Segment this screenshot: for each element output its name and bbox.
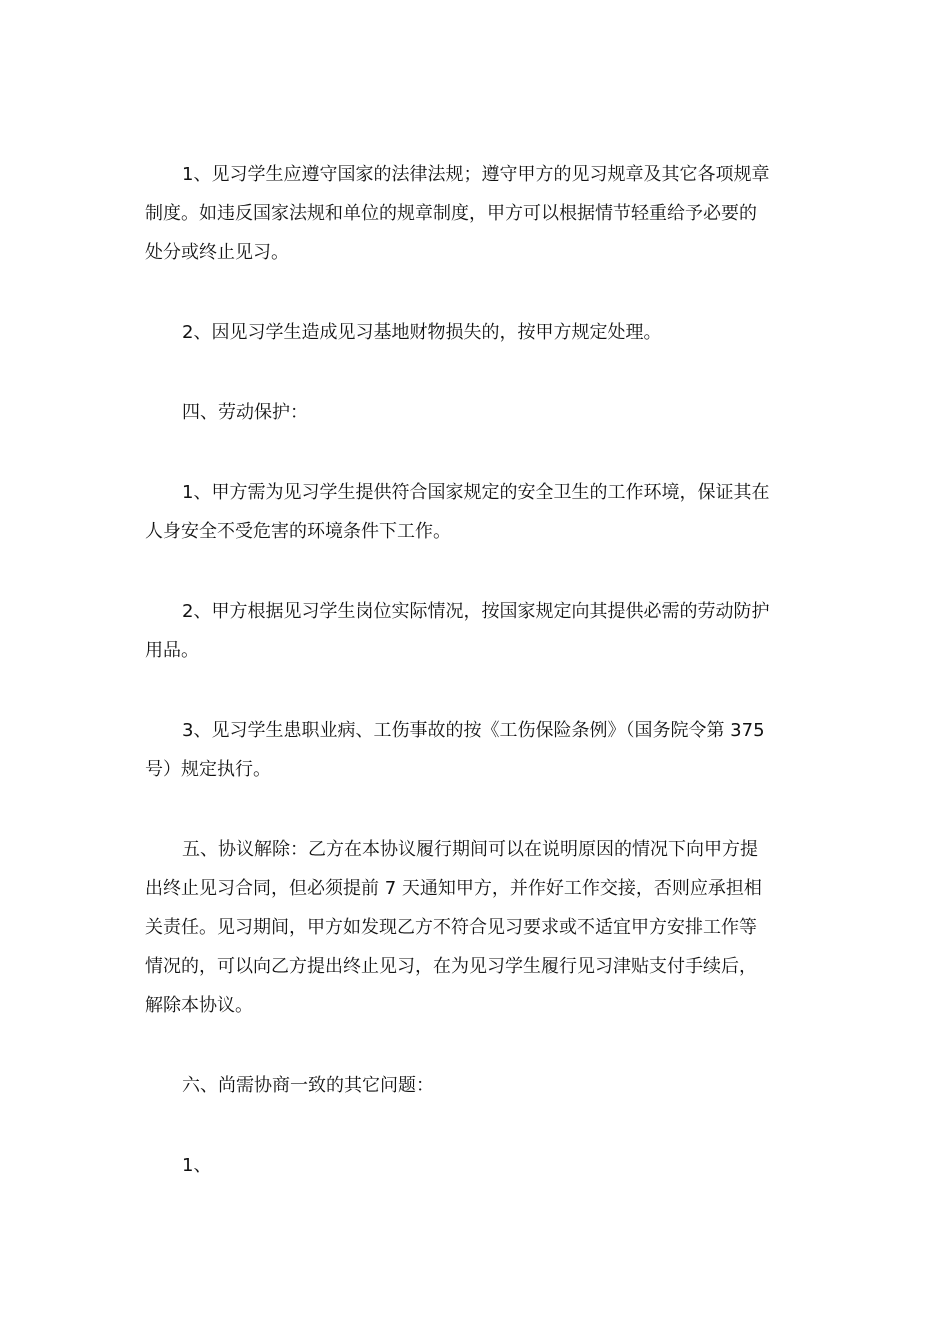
text-line: 关责任。见习期间，甲方如发现乙方不符合见习要求或不适宜甲方安排工作等 xyxy=(145,917,757,938)
text-line: 人身安全不受危害的环境条件下工作。 xyxy=(145,521,451,542)
text-line: 处分或终止见习。 xyxy=(145,242,289,263)
text-line: 情况的，可以向乙方提出终止见习，在为见习学生履行见习津贴支付手续后， xyxy=(145,956,757,977)
text-line: 3、见习学生患职业病、工伤事故的按《工伤保险条例》（国务院令第 375 xyxy=(182,720,765,741)
text-line: 用品。 xyxy=(145,640,199,661)
document-body xyxy=(145,155,810,1226)
section-heading-labor-protection xyxy=(145,393,810,432)
paragraph-1 xyxy=(145,155,810,272)
paragraph-item-1 xyxy=(145,1146,810,1185)
text-line: 1、 xyxy=(182,1155,212,1176)
text-line: 解除本协议。 xyxy=(145,995,253,1016)
paragraph-2 xyxy=(145,313,810,352)
text-line: 制度。如违反国家法规和单位的规章制度，甲方可以根据情节轻重给予必要的 xyxy=(145,203,757,224)
paragraph-5 xyxy=(145,592,810,670)
section-heading-other-issues xyxy=(145,1066,810,1105)
paragraph-4 xyxy=(145,473,810,551)
text-line: 六、尚需协商一致的其它问题： xyxy=(182,1075,434,1096)
text-line: 2、甲方根据见习学生岗位实际情况，按国家规定向其提供必需的劳动防护 xyxy=(182,601,770,622)
text-line: 1、见习学生应遵守国家的法律法规；遵守甲方的见习规章及其它各项规章 xyxy=(182,164,770,185)
text-line: 四、劳动保护： xyxy=(182,402,308,423)
text-line: 号）规定执行。 xyxy=(145,759,271,780)
text-line: 出终止见习合同，但必须提前 7 天通知甲方，并作好工作交接，否则应承担相 xyxy=(145,878,762,899)
text-line: 2、因见习学生造成见习基地财物损失的，按甲方规定处理。 xyxy=(182,322,662,343)
paragraph-agreement-termination xyxy=(145,830,810,1025)
text-line: 五、协议解除：乙方在本协议履行期间可以在说明原因的情况下向甲方提 xyxy=(182,839,758,860)
paragraph-6 xyxy=(145,711,810,789)
text-line: 1、甲方需为见习学生提供符合国家规定的安全卫生的工作环境，保证其在 xyxy=(182,482,770,503)
